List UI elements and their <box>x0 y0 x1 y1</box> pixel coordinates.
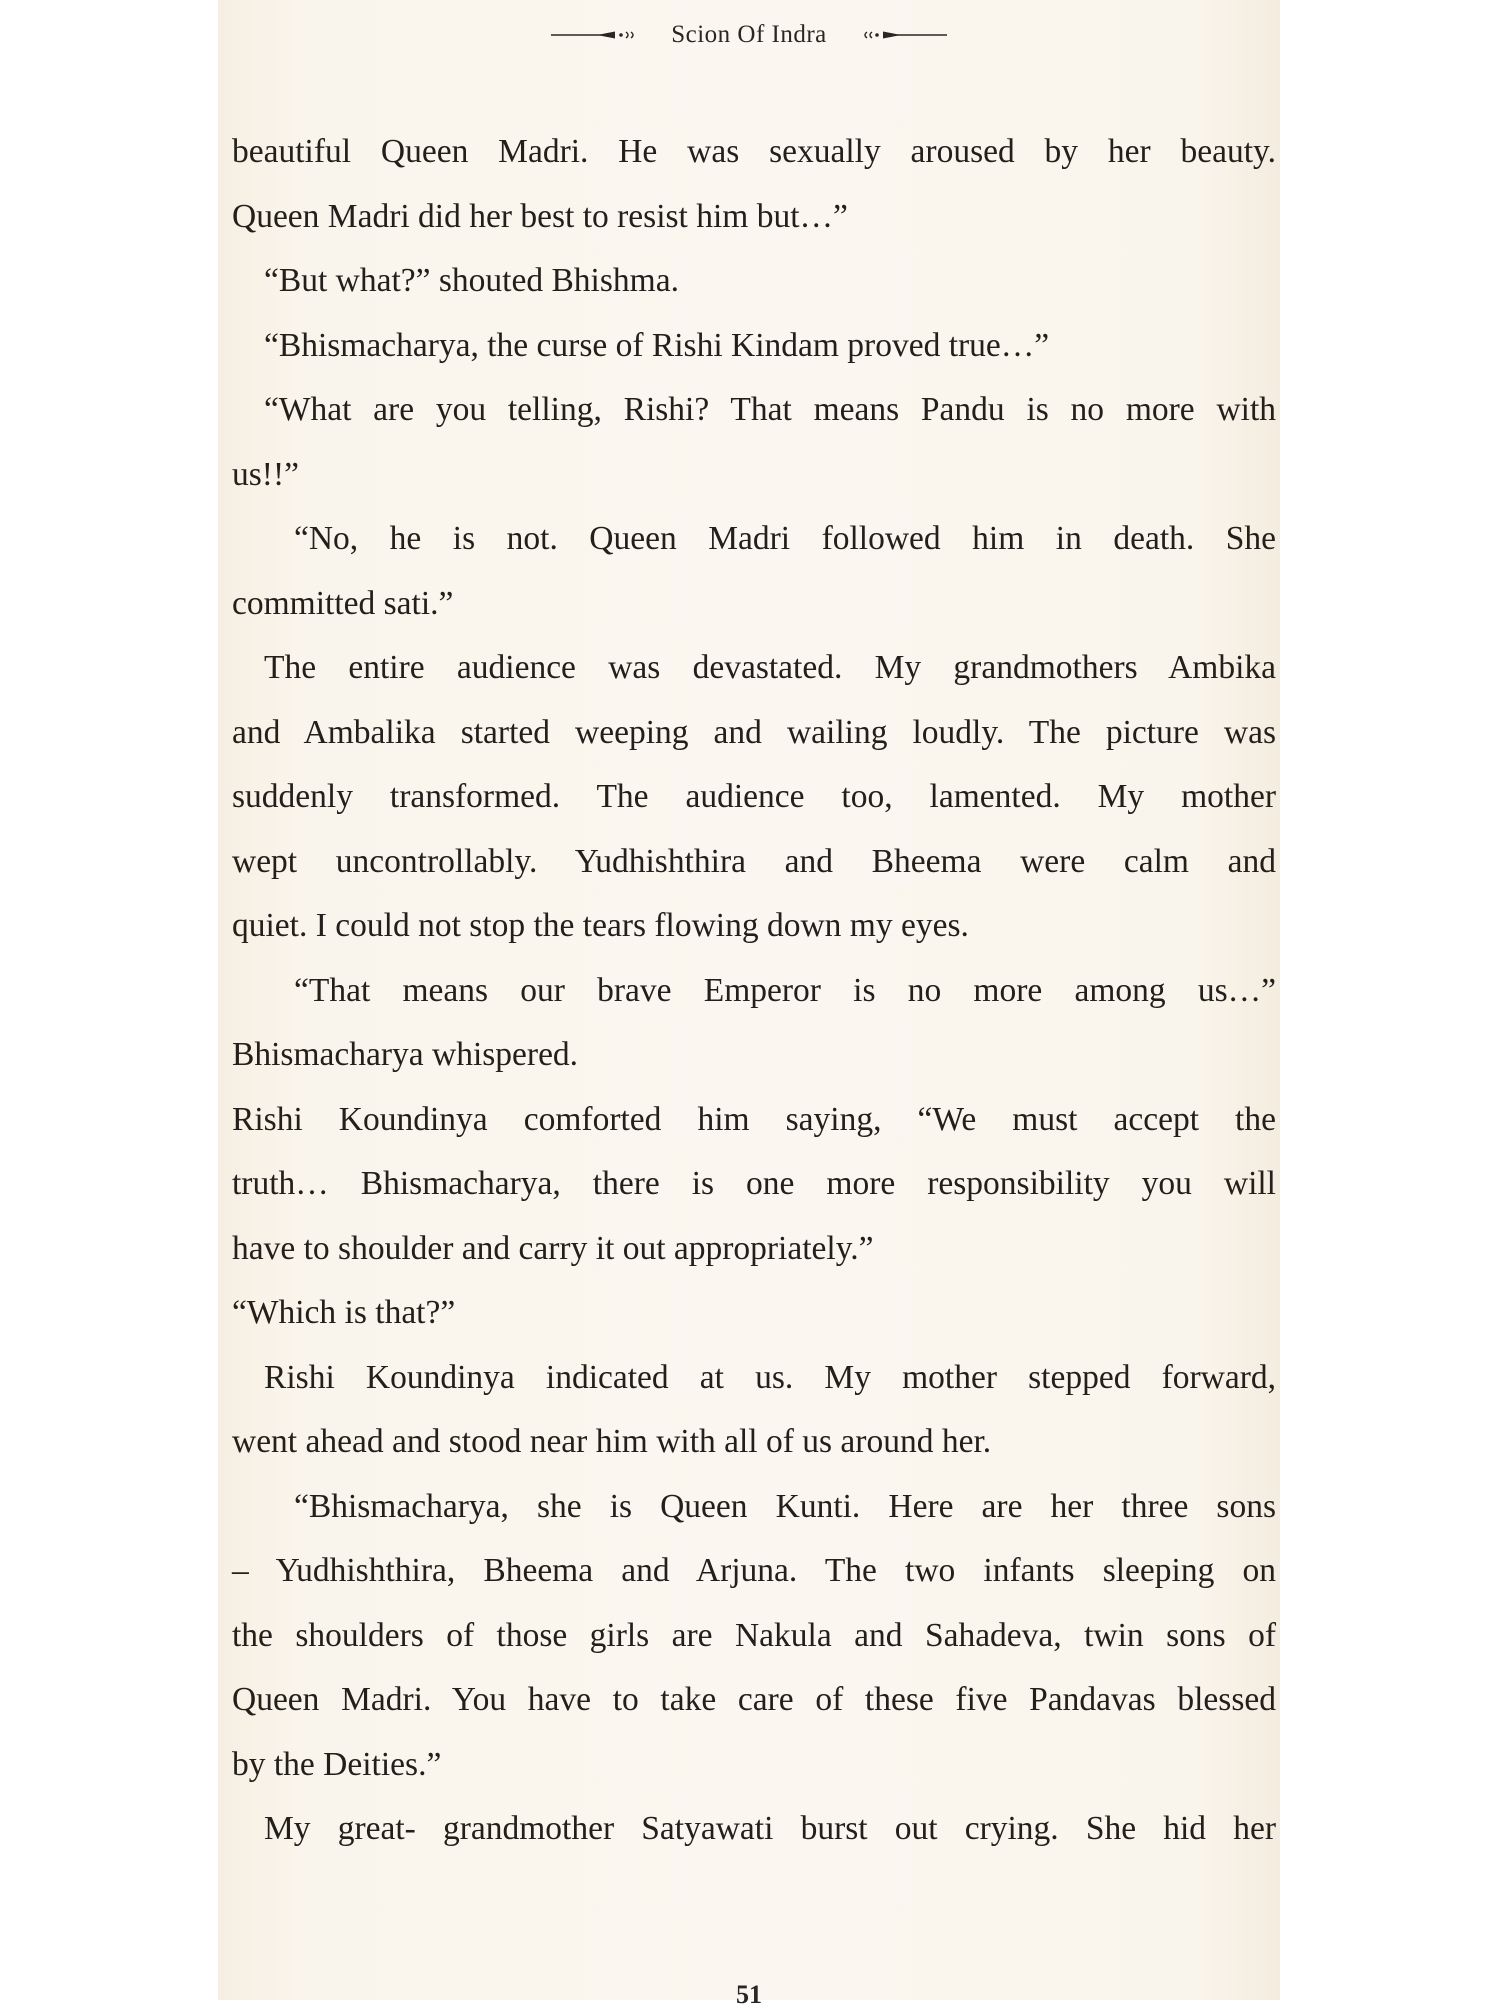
text-line: us!!” <box>232 455 299 493</box>
running-title: Scion Of Indra <box>671 21 827 48</box>
body-text <box>232 120 1276 1862</box>
text-line: truth… Bhismacharya, there is one more responsibility you will <box>232 1165 1276 1202</box>
text-line: The entire audience was devastated. My grandmothers Ambika <box>264 649 1276 686</box>
text-line: quiet. I could not stop the tears flowing down my eyes. <box>232 907 969 944</box>
text-line: suddenly transformed. The audience too, lamented. My mother <box>232 778 1276 815</box>
text-line: “That means our brave Emperor is no more among us…” <box>294 971 1276 1009</box>
text-line: beautiful Queen Madri. He was sexually aroused by her beauty. <box>232 133 1276 170</box>
text-line: Queen Madri did her best to resist him but…” <box>232 197 848 235</box>
text-line: Rishi Koundinya comforted him saying, “We must accept the <box>232 1100 1276 1138</box>
text-line: the shoulders of those girls are Nakula and Sahadeva, twin sons of <box>232 1616 1276 1654</box>
text-line: “Which is that?” <box>232 1294 456 1331</box>
text-line: and Ambalika started weeping and wailing loudly. The picture was <box>232 713 1276 751</box>
book-page <box>218 0 1280 2009</box>
text-line: committed sati.” <box>232 584 454 622</box>
text-line: by the Deities.” <box>232 1745 442 1783</box>
text-line: “What are you telling, Rishi? That means Pandu is no more with <box>264 391 1276 428</box>
text-line: Bhismacharya whispered. <box>232 1036 579 1073</box>
text-line: went ahead and stood near him with all of us around her. <box>232 1423 992 1460</box>
text-line: wept uncontrollably. Yudhishthira and Bheema were calm and <box>232 842 1276 880</box>
left-ornament-icon <box>549 28 637 42</box>
running-header <box>218 12 1280 58</box>
text-line: “But what?” shouted Bhishma. <box>264 262 679 299</box>
right-ornament-icon <box>861 28 949 42</box>
text-line: Rishi Koundinya indicated at us. My mother stepped forward, <box>264 1358 1276 1396</box>
page-number: 51 <box>736 1980 762 2009</box>
text-line: “Bhismacharya, the curse of Rishi Kindam proved true…” <box>264 326 1050 364</box>
text-line: “No, he is not. Queen Madri followed him in death. She <box>294 520 1276 557</box>
text-line: “Bhismacharya, she is Queen Kunti. Here are her three sons <box>294 1487 1276 1525</box>
text-line: have to shoulder and carry it out appropriately.” <box>232 1229 874 1267</box>
text-line: Queen Madri. You have to take care of these five Pandavas blessed <box>232 1681 1276 1718</box>
text-line: My great- grandmother Satyawati burst out crying. She hid her <box>264 1810 1276 1847</box>
text-line: – Yudhishthira, Bheema and Arjuna. The two infants sleeping on <box>232 1552 1276 1589</box>
